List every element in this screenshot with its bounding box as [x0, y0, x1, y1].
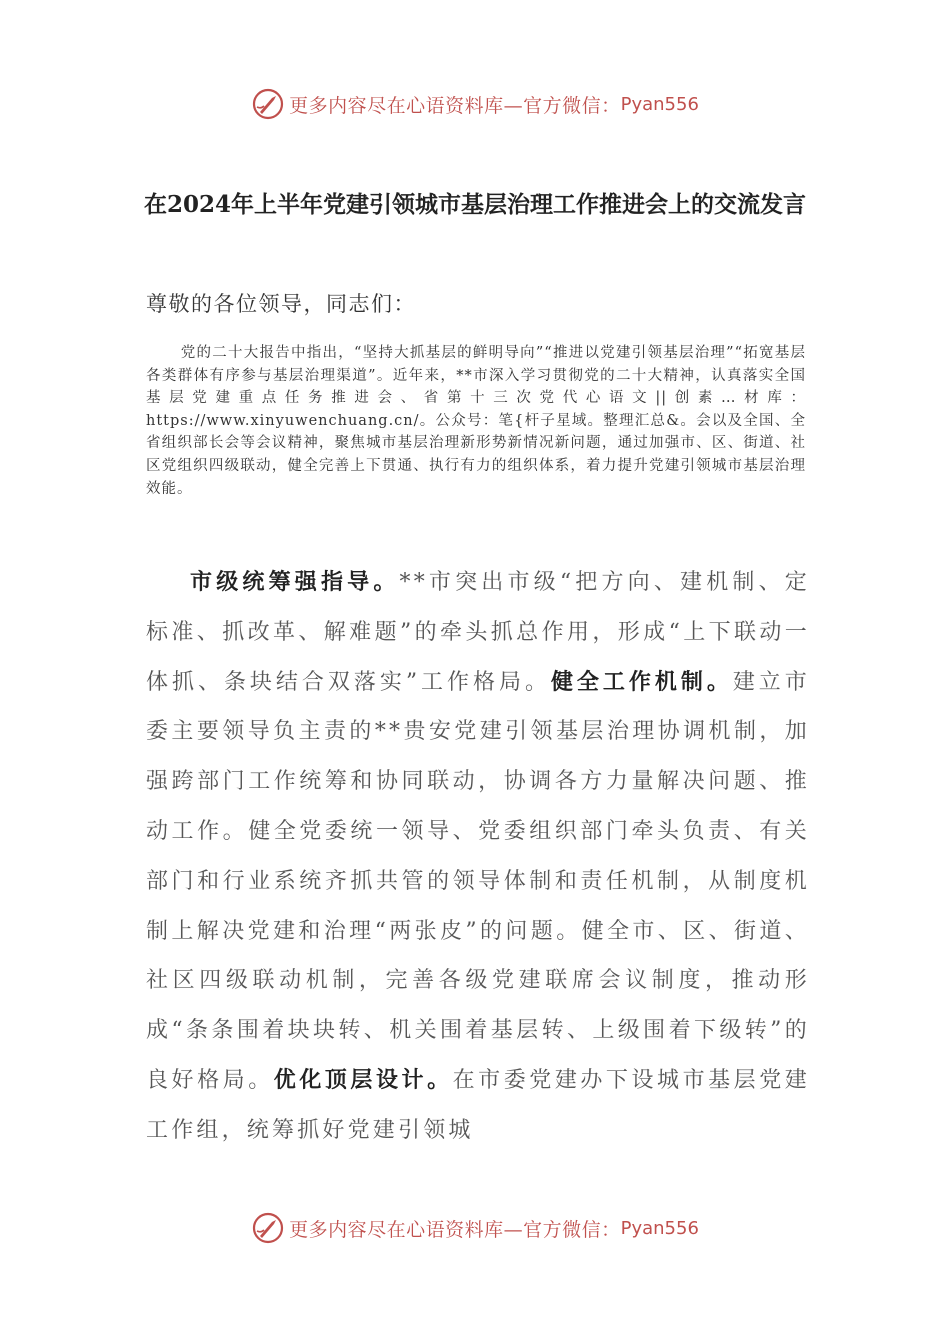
pen-nib-circle-icon — [251, 1211, 285, 1245]
footer-banner-text: 更多内容尽在心语资料库—官方微信： — [289, 1218, 621, 1241]
document-title: 在2024年上半年党建引领城市基层治理工作推进会上的交流发言 — [143, 191, 806, 218]
body-paragraph — [146, 558, 810, 1156]
heading-top-design: 优化顶层设计。 — [273, 1066, 453, 1093]
header-banner — [0, 84, 950, 124]
footer-banner — [0, 1208, 950, 1248]
banner-text: 更多内容尽在心语资料库—官方微信： — [289, 94, 621, 117]
footer-banner-wechat-id: Pyan556 — [620, 1217, 699, 1239]
heading-work-mechanism: 健全工作机制。 — [550, 668, 733, 695]
body-text-1: **市突出市级“把方向、建机制、定标准、抓改革、解难题”的牵头抓总作用，形成“上下联动一体抓、条块结合双落实”工作格局。 — [146, 570, 810, 695]
intro-paragraph: 党的二十大报告中指出，“坚持大抓基层的鲜明导向”“推进以党建引领基层治理”“拓宽基层各类群体有序参与基层治理渠道”。近年来，**市深入学习贯彻党的二十大精神，认真落实全国基层党建重点任务推进会、省第十三次党代心语文||创素…材库：https://www.xinyuwenchuang.cn/。公众号：笔{杆子星域。整理汇总&。会以及全国、全省组织部长会等会议精神，聚焦城市基层治理新形势新情况新问题，通过加强市、区、街道、社区党组织四级联动，健全完善上下贯通、执行有力的组织体系，着力提升党建引领城市基层治理效能。 — [146, 345, 806, 497]
salutation: 尊敬的各位领导，同志们： — [146, 292, 416, 316]
body-text-2: 建立市委主要领导负主责的**贵安党建引领基层治理协调机制，加强跨部门工作统筹和协同联动，协调各方力量解决问题、推动工作。健全党委统一领导、党委组织部门牵头负责、有关部门和行业系统齐抓共管的领导体制和责任机制，从制度机制上解决党建和治理“两张皮”的问题。健全市、区、街道、社区四级联动机制，完善各级党建联席会议制度，推动形成“条条围着块块转、机关围着基层转、上级围着下级转”的良好格局。 — [146, 669, 810, 1093]
pen-nib-circle-icon — [251, 87, 285, 121]
banner-wechat-id: Pyan556 — [620, 93, 699, 115]
heading-city-coordination: 市级统筹强指导。 — [190, 569, 400, 595]
body-text-3: 在市委党建办下设城市基层党建工作组，统筹抓好党建引领城 — [146, 1067, 810, 1143]
